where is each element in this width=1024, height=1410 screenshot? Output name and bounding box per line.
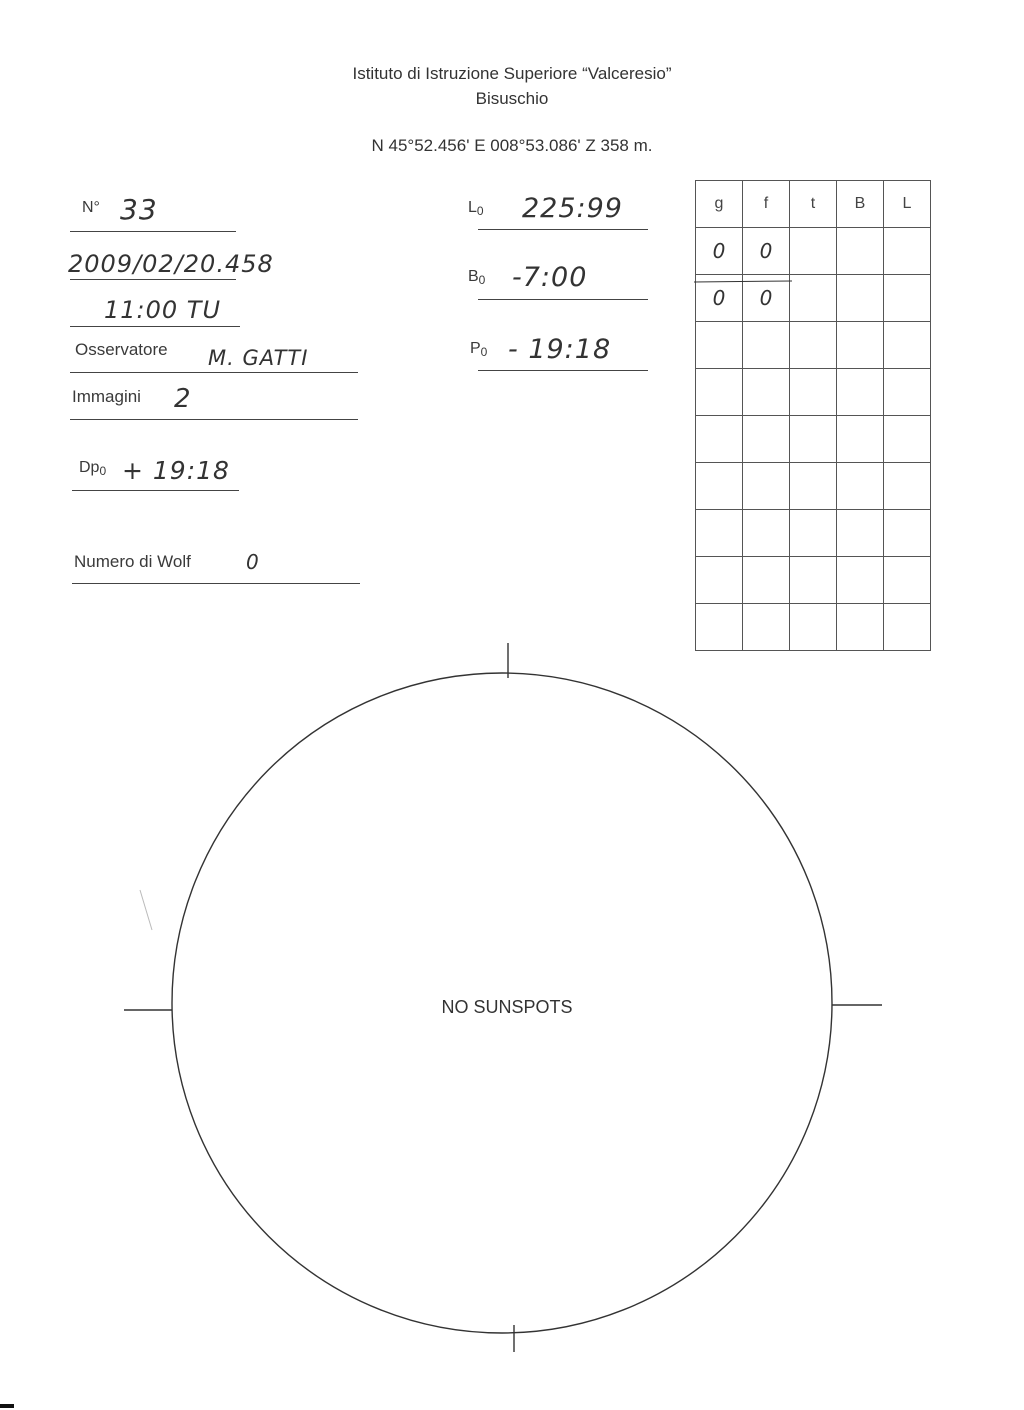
- observer-label: Osservatore: [75, 340, 168, 359]
- l0-subscript: 0: [476, 204, 484, 218]
- institute-name: Istituto di Istruzione Superiore “Valceresio”: [352, 64, 672, 83]
- time-value: 11:00 TU: [104, 296, 222, 324]
- header-l: L: [884, 181, 931, 228]
- images-label: Immagini: [72, 387, 141, 406]
- p0-label: $P_0$: [470, 340, 488, 359]
- dp0-subscript: 0: [99, 464, 107, 478]
- scan-artifact-mark: [140, 890, 152, 930]
- header-t: t: [790, 181, 837, 228]
- number-label: N°: [82, 199, 100, 216]
- header-f: f: [743, 181, 790, 228]
- p0-subscript: 0: [480, 345, 488, 359]
- site-coordinates: N 45°52.456' E 008°53.086' Z 358 m.: [371, 136, 653, 155]
- header-b: B: [837, 181, 884, 228]
- dp0-value: + 19:18: [122, 456, 230, 485]
- images-value: 2: [174, 384, 192, 414]
- number-value: 33: [120, 193, 158, 226]
- wolf-value: 0: [246, 550, 260, 574]
- table-cell: 0: [743, 228, 790, 275]
- observer-value: M. GATTI: [208, 346, 309, 370]
- wolf-label: Numero di Wolf: [74, 552, 191, 571]
- dp0-label: $Dp_0$: [79, 459, 107, 478]
- b0-label: $B_0$: [468, 268, 486, 287]
- no-sunspots-note: NO SUNSPOTS: [441, 997, 573, 1017]
- table-cell: 0: [696, 228, 743, 275]
- town-name: Bisuschio: [475, 89, 549, 108]
- scan-edge-mark: [0, 1404, 14, 1408]
- l0-label: $L_0$: [468, 199, 484, 218]
- b0-value: -7:00: [512, 262, 588, 293]
- date-value: 2009/02/20.458: [68, 250, 274, 278]
- header-g: g: [696, 181, 743, 228]
- table-cell: 0: [743, 275, 790, 322]
- p0-value: - 19:18: [508, 334, 612, 365]
- b0-subscript: 0: [478, 273, 486, 287]
- table-cell: 0: [696, 275, 743, 322]
- l0-value: 225:99: [522, 193, 623, 224]
